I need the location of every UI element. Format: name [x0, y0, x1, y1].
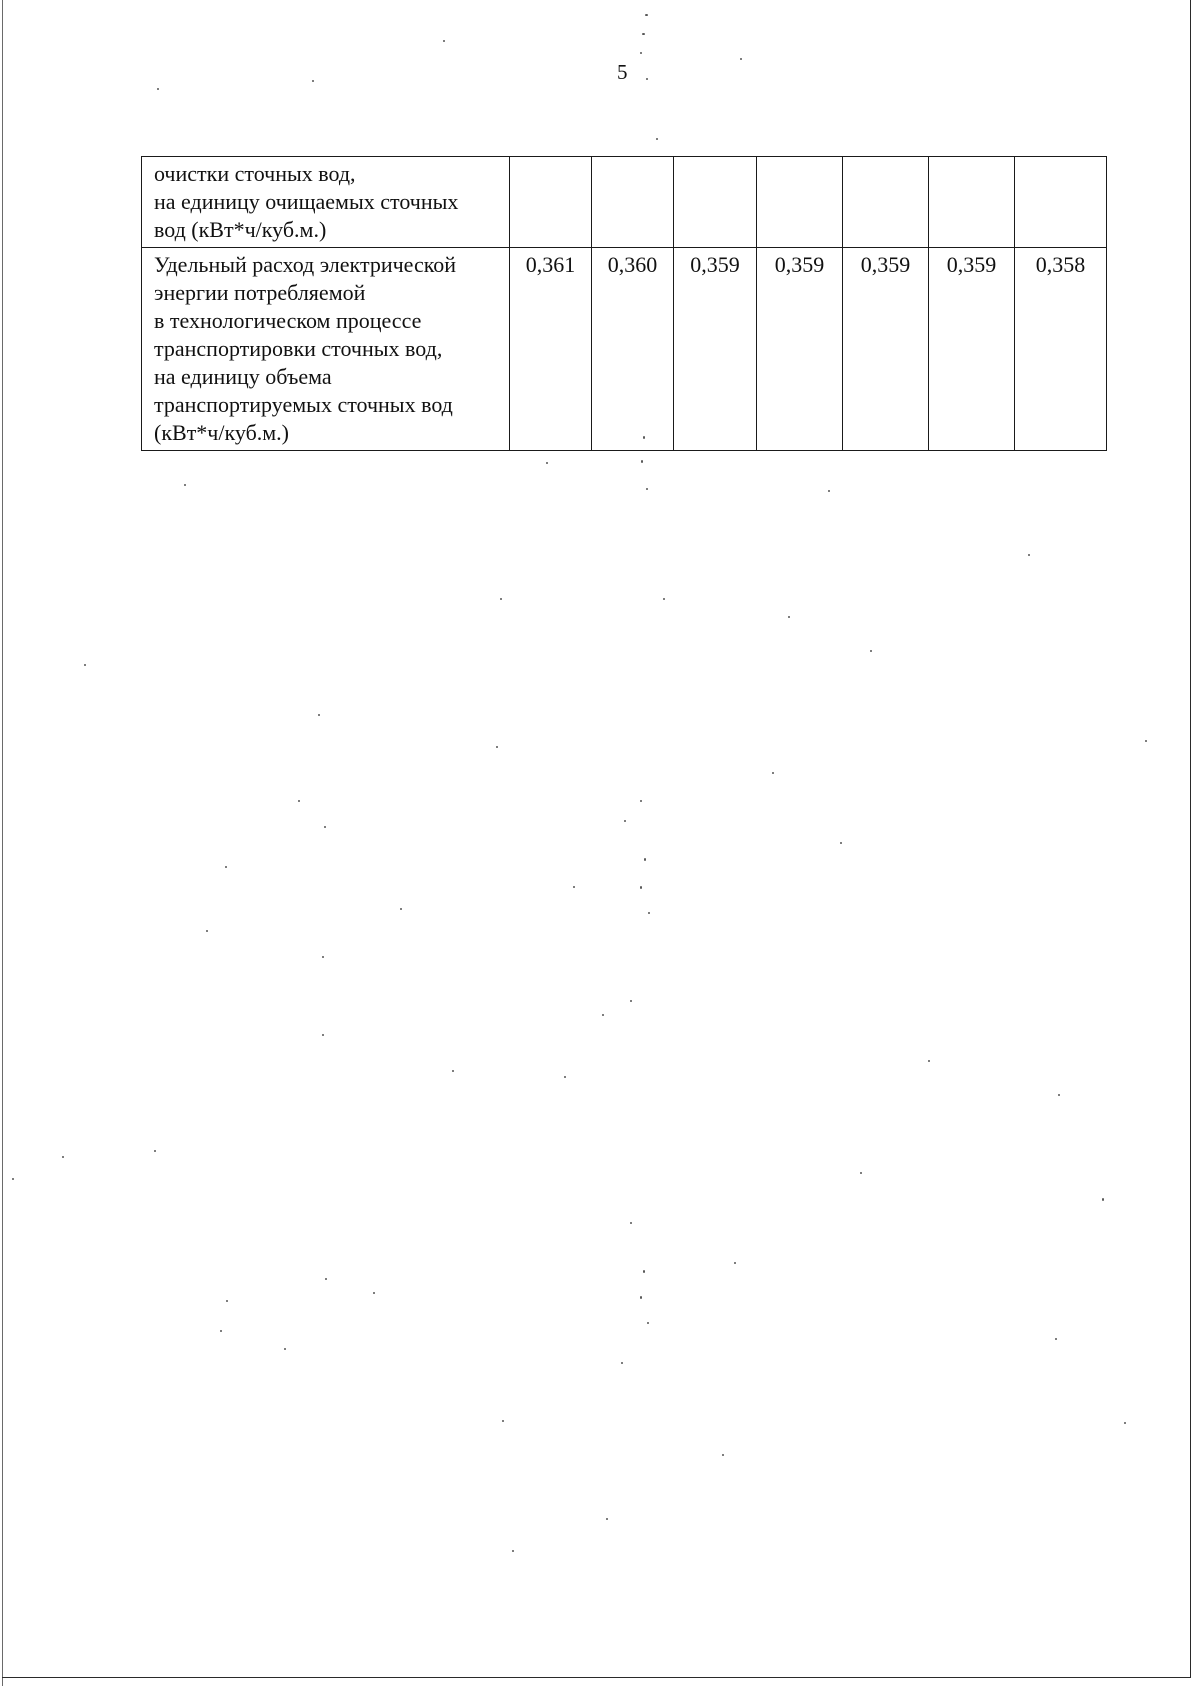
value-cell: 0,359	[757, 248, 843, 451]
scan-speck	[1028, 554, 1030, 556]
scan-speck	[602, 1014, 604, 1016]
scan-speck	[772, 772, 774, 774]
scan-speck	[157, 88, 159, 90]
scan-speck	[322, 1034, 324, 1036]
scan-speck	[12, 1178, 14, 1180]
scan-speck	[1058, 1094, 1060, 1096]
scan-speck	[788, 616, 790, 618]
scan-speck	[663, 598, 665, 600]
value-cell	[929, 157, 1015, 248]
scan-speck	[740, 58, 742, 60]
value-cell	[757, 157, 843, 248]
scan-speck	[645, 14, 648, 16]
scan-speck	[647, 1322, 649, 1324]
scan-speck	[870, 650, 872, 652]
value-cell	[843, 157, 929, 248]
scan-speck	[226, 1300, 228, 1302]
scan-speck	[373, 1292, 375, 1294]
row-label-cell	[142, 248, 510, 451]
value-cell: 0,359	[674, 248, 757, 451]
scan-speck	[642, 33, 645, 35]
scan-speck	[325, 1278, 327, 1280]
scan-speck	[840, 842, 842, 844]
scan-speck	[322, 956, 324, 958]
row-label-line: (кВт*ч/куб.м.)	[154, 420, 290, 445]
scan-speck	[734, 1262, 736, 1264]
scan-speck	[640, 52, 642, 54]
value-cell	[1015, 157, 1107, 248]
scan-speck	[443, 40, 445, 42]
scan-speck	[184, 484, 186, 486]
row-label-line: транспортировки сточных вод,	[154, 336, 443, 361]
scan-speck	[1055, 1338, 1057, 1340]
row-label-line: на единицу очищаемых сточных	[154, 189, 459, 214]
table-row	[142, 248, 1107, 451]
row-label-cell	[142, 157, 510, 248]
row-label-line: вод (кВт*ч/куб.м.)	[154, 217, 327, 242]
value-cell: 0,358	[1015, 248, 1107, 451]
scan-speck	[318, 714, 320, 716]
scan-speck	[722, 1454, 724, 1456]
scan-speck	[828, 490, 830, 492]
scan-speck	[644, 858, 646, 861]
table-row	[142, 157, 1107, 248]
value-cell: 0,361	[510, 248, 592, 451]
scan-speck	[860, 1172, 862, 1174]
scan-speck	[500, 598, 502, 600]
scan-speck	[452, 1070, 454, 1072]
scan-speck	[1102, 1198, 1104, 1201]
scan-speck	[606, 1518, 608, 1520]
scan-speck	[298, 800, 300, 802]
row-label-line: энергии потребляемой	[154, 280, 366, 305]
value-cell: 0,359	[843, 248, 929, 451]
scan-speck	[62, 1156, 64, 1158]
data-table	[141, 156, 1107, 451]
scan-speck	[630, 1222, 632, 1224]
row-label-line: на единицу объема	[154, 364, 332, 389]
scan-speck	[496, 746, 498, 748]
value-cell	[592, 157, 674, 248]
scan-speck	[546, 462, 548, 464]
scan-speck	[640, 886, 642, 889]
scan-speck	[640, 1296, 642, 1299]
scan-speck	[928, 1060, 930, 1062]
scan-speck	[624, 820, 626, 822]
scan-speck	[512, 1550, 514, 1552]
row-label-line: Удельный расход электрической	[154, 252, 457, 277]
scan-speck	[324, 826, 326, 828]
scan-speck	[502, 1420, 504, 1422]
scan-speck	[220, 1330, 222, 1332]
scan-edge-bottom	[2, 1677, 1191, 1678]
scan-edge-left	[2, 0, 3, 1686]
scan-speck	[630, 1000, 632, 1002]
row-label-line: в технологическом процессе	[154, 308, 422, 333]
scan-speck	[154, 1150, 156, 1152]
scan-speck	[643, 1270, 645, 1273]
scan-speck	[646, 488, 648, 490]
row-label-line: транспортируемых сточных вод	[154, 392, 453, 417]
scan-speck	[1145, 740, 1147, 742]
scan-speck	[284, 1348, 286, 1350]
scan-speck	[648, 912, 650, 914]
value-cell	[510, 157, 592, 248]
scan-speck	[564, 1076, 566, 1078]
scan-speck	[84, 664, 86, 666]
value-cell	[674, 157, 757, 248]
scan-edge-right	[1190, 0, 1191, 1678]
scan-speck	[206, 930, 208, 932]
page-number: 5	[617, 60, 628, 84]
scan-speck	[225, 866, 227, 868]
value-cell: 0,360	[592, 248, 674, 451]
scan-speck	[573, 886, 575, 888]
scan-speck	[621, 1362, 623, 1364]
scan-speck	[640, 800, 642, 802]
scan-speck	[1124, 1422, 1126, 1424]
scan-speck	[646, 78, 648, 80]
scan-speck	[400, 908, 402, 910]
scan-speck	[643, 436, 645, 439]
scan-speck	[312, 80, 314, 82]
value-cell: 0,359	[929, 248, 1015, 451]
scan-speck	[641, 460, 643, 463]
row-label-line: очистки сточных вод,	[154, 161, 356, 186]
scan-speck	[656, 138, 658, 140]
